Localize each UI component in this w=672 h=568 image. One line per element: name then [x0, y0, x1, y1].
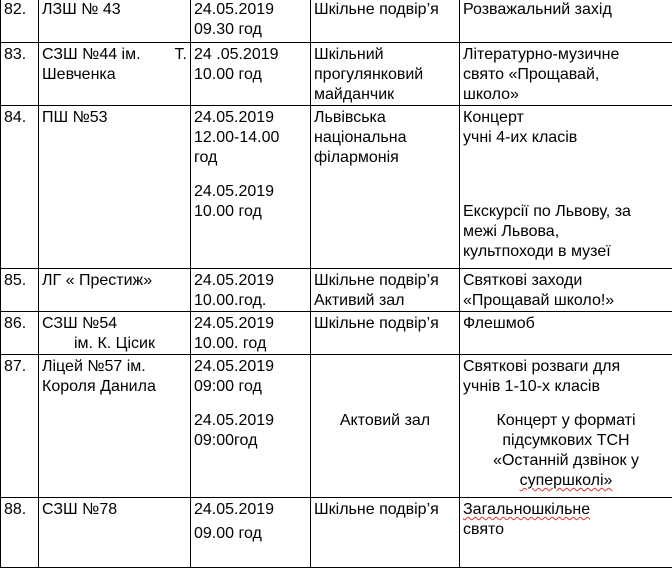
school-cell: ПШ №53: [39, 106, 191, 269]
row-number: 85.: [1, 269, 39, 312]
event-cell: Розважальний захід: [460, 0, 672, 43]
place-cell: Шкільний прогулянковий майданчик: [311, 43, 460, 106]
table-row: [1, 355, 672, 498]
table-row: [1, 269, 672, 312]
row-number: 86.: [1, 312, 39, 355]
school-cell: Ліцей №57 ім. Короля Данила: [39, 355, 191, 498]
date-cell: 24.05.2019 09.30 год: [191, 0, 311, 43]
place-cell: Актовий зал: [311, 355, 460, 498]
date-cell: 24.05.2019 09.00 год: [191, 498, 311, 568]
table-row: [1, 498, 672, 568]
row-number: 82.: [1, 0, 39, 43]
place-cell: Шкільне подвір’я: [311, 312, 460, 355]
event-cell: Загальношкільне свято: [460, 498, 672, 568]
table-row: [1, 0, 672, 43]
school-cell: СЗШ №78: [39, 498, 191, 568]
row-number: 87.: [1, 355, 39, 498]
event-cell: Концерт учні 4-их класів Екскурсії по Львову, за межі Львова, культпоходи в музеї: [460, 106, 672, 269]
school-cell: ЛГ « Престиж»: [39, 269, 191, 312]
table-row: [1, 43, 672, 106]
date-cell: 24.05.2019 12.00-14.00 год 24.05.2019 10.00 год: [191, 106, 311, 269]
event-cell: Літературно-музичне свято «Прощавай, школо»: [460, 43, 672, 106]
school-cell: СЗШ №54 ім. К. Цісик: [39, 312, 191, 355]
event-cell: Святкові заходи «Прощавай школо!»: [460, 269, 672, 312]
school-cell: СЗШ №44 ім. Т. Шевченка: [39, 43, 191, 106]
table-row: [1, 106, 672, 269]
place-cell: Шкільне подвір’я: [311, 0, 460, 43]
row-number: 88.: [1, 498, 39, 568]
row-number: 83.: [1, 43, 39, 106]
place-cell: Львівська національна філармонія: [311, 106, 460, 269]
row-number: 84.: [1, 106, 39, 269]
event-cell: Святкові розваги для учнів 1-10-х класів Концерт у форматі підсумкових ТСН «Останній дзвінок у супершколі»: [460, 355, 672, 498]
date-cell: 24.05.2019 10.00.год.: [191, 269, 311, 312]
place-cell: Шкільне подвір’я Активий зал: [311, 269, 460, 312]
date-cell: 24.05.2019 09:00 год 24.05.2019 09:00год: [191, 355, 311, 498]
date-cell: 24.05.2019 10.00. год: [191, 312, 311, 355]
table-row: [1, 312, 672, 355]
place-cell: Шкільне подвір’я: [311, 498, 460, 568]
school-cell: ЛЗШ № 43: [39, 0, 191, 43]
event-cell: Флешмоб: [460, 312, 672, 355]
date-cell: 24 .05.2019 10.00 год: [191, 43, 311, 106]
